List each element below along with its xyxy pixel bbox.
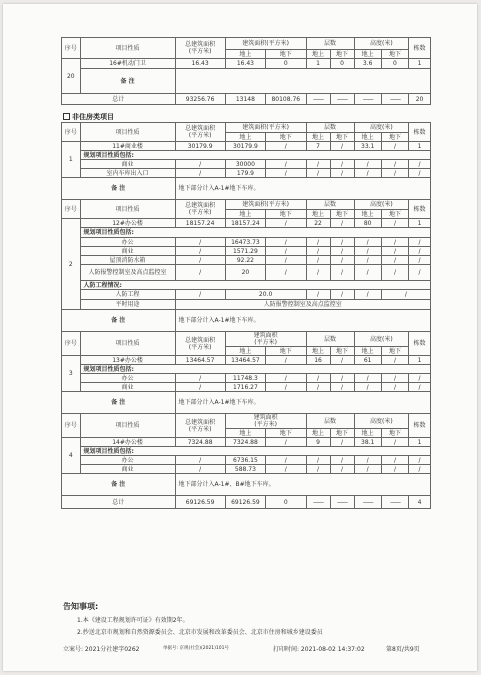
nature-label: 规划项目性质包括: [80,447,430,456]
cell: 18157.24 [175,219,225,228]
cell: 33.1 [354,142,381,151]
cell: / [330,465,354,474]
col-header-seq: 序号 [62,38,81,59]
col-header-floors: 层数 [306,332,354,347]
col-header-floors: 层数 [306,200,354,210]
cell: / [354,265,381,281]
col-header-area: 建筑面积 (平方米) [225,332,306,347]
cell: 80108.76 [266,94,306,105]
cell: / [381,356,408,365]
total-label: 总计 [62,496,176,509]
cell: / [354,256,381,265]
col-header-below: 地下 [266,347,306,356]
col-header-below: 地下 [381,347,408,356]
col-header-height: 高度(米) [354,38,409,50]
cell: / [175,383,225,392]
table-row [62,290,431,300]
row-seq: 1 [62,142,81,178]
table-row [62,169,431,178]
cell: / [330,456,354,465]
remark-label: 备 注 [62,178,176,200]
col-header-below: 地下 [381,50,408,59]
cell: / [175,247,225,256]
table-row [62,59,431,69]
remark-label: 备 注 [62,474,176,496]
peacetime-use-value: 人防报警控制室及高点监控室 [175,300,430,310]
cell: 商业 [80,247,175,256]
cell: 屋顶消防水箱 [80,256,175,265]
cell: 1 [409,59,431,69]
footer-doc-number: 单据号: 京规(社会)(2021)101号 [163,646,230,651]
col-header-area: 建筑面积(平方米) [225,38,306,50]
cell: 61 [354,356,381,365]
table-row [62,383,431,392]
col-header-below: 地下 [330,133,354,142]
cell: / [175,169,225,178]
col-header-count: 栋数 [409,200,431,219]
cell: 办公 [80,238,175,247]
cell: 7324.88 [175,438,225,447]
cell: 1 [306,59,330,69]
cell: / [409,247,431,256]
cell: 0 [266,496,306,509]
col-header-above: 地上 [354,347,381,356]
col-header-height: 高度(米) [354,123,409,133]
remark-row [62,69,431,94]
cell: 12#办公楼 [80,219,175,228]
row-seq: 3 [62,356,81,392]
table-row [62,238,431,247]
cell: 80 [354,219,381,228]
cell: 0 [266,59,306,69]
cell: / [175,456,225,465]
remark-label: 备 注 [80,69,175,94]
cell: / [381,160,408,169]
col-header-seq: 序号 [62,414,81,438]
remark-value: 地下部分计入A-1#地下车库。 [175,310,430,332]
cell: / [266,142,306,151]
cell: / [354,169,381,178]
col-header-above: 地上 [225,347,265,356]
cell: / [175,160,225,169]
table-row [62,465,431,474]
cell: / [266,456,306,465]
cell: / [381,438,408,447]
cell: / [175,374,225,383]
cell: —— [354,94,381,105]
cell: / [381,238,408,247]
cell: / [175,265,225,281]
cell: / [306,247,330,256]
notice-title: 告知事项: [63,602,99,611]
col-header-height: 高度(米) [354,414,409,429]
col-header-above: 地上 [306,347,330,356]
table-row [62,265,431,281]
nature-label: 规划项目性质包括: [80,365,430,374]
col-header-nature: 项目性质 [80,414,175,438]
cell: / [306,160,330,169]
cell: 16473.73 [225,238,265,247]
cell: / [266,265,306,281]
cell: / [330,265,354,281]
row-seq: 2 [62,219,81,310]
cell: / [381,374,408,383]
col-header-below: 地下 [266,429,306,438]
cell: 商业 [80,383,175,392]
cell: / [381,465,408,474]
col-header-below: 地下 [266,133,306,142]
col-header-count: 栋数 [409,414,431,438]
document-page [3,4,477,671]
cell: / [409,383,431,392]
remark-value: 地下部分计入A-1#、B#地下车库。 [175,474,430,496]
cell: / [175,465,225,474]
col-header-total: 总建筑面积 (平方米) [175,38,225,59]
cell: —— [354,496,381,509]
col-header-area: 建筑面积(平方米) [225,200,306,210]
col-header-nature: 项目性质 [80,123,175,142]
cell: / [266,160,306,169]
cell: / [409,238,431,247]
cell: / [266,465,306,474]
cell: 16#机动门卫 [80,59,175,69]
cell: 20 [409,94,431,105]
col-header-above: 地上 [354,429,381,438]
cell: 1 [409,142,431,151]
cell: / [306,456,330,465]
remark-row [62,310,431,332]
col-header-floors: 层数 [306,414,354,429]
cell: / [409,374,431,383]
cell: —— [330,496,354,509]
cell: 69126.59 [225,496,265,509]
cell: 16.43 [225,59,265,69]
col-header-above: 地上 [225,50,265,59]
cell: 3.6 [354,59,381,69]
cell: / [266,374,306,383]
col-header-below: 地下 [266,210,306,219]
col-header-above: 地上 [306,133,330,142]
cell: 92.22 [225,256,265,265]
cell: / [330,374,354,383]
table-non-residential [61,122,431,509]
checkbox-square-icon [63,113,70,120]
col-header-total: 总建筑面积 (平方米) [175,332,225,356]
cell: / [381,290,430,300]
table-row [62,356,431,365]
cell: / [266,238,306,247]
col-header-below: 地下 [330,50,354,59]
col-header-total: 总建筑面积 (平方米) [175,414,225,438]
table-row [62,300,431,310]
cell: / [409,465,431,474]
cell: 商业 [80,160,175,169]
col-header-total: 总建筑面积 (平方米) [175,123,225,142]
col-header-below: 地下 [266,50,306,59]
cell: 14#办公楼 [80,438,175,447]
cell: 7 [306,142,330,151]
cell: / [266,383,306,392]
row-seq: 4 [62,438,81,474]
cell: / [354,374,381,383]
col-header-total: 总建筑面积 (平方米) [175,200,225,219]
cell: / [306,238,330,247]
total-row [62,94,431,105]
col-header-above: 地上 [354,133,381,142]
col-header-area: 建筑面积(平方米) [225,123,306,133]
col-header-above: 地上 [354,50,381,59]
remark-label: 备 注 [62,310,176,332]
table-row [62,456,431,465]
table-row [62,374,431,383]
col-header-count: 栋数 [409,332,431,356]
cell: / [409,456,431,465]
cell: / [409,169,431,178]
cell: / [330,290,354,300]
cell: 588.73 [225,465,265,474]
col-header-seq: 序号 [62,123,81,142]
table-row [62,160,431,169]
cell: / [266,219,306,228]
cell: 办公 [80,374,175,383]
col-header-floors: 层数 [306,123,354,133]
col-header-area: 建筑面积 (平方米) [225,414,306,429]
cell: 0 [330,59,354,69]
cell: / [354,465,381,474]
total-row [62,496,431,509]
cell: / [409,256,431,265]
cell: 16.43 [175,59,225,69]
cell: / [381,142,408,151]
cell: 16 [306,356,330,365]
cell: / [306,465,330,474]
cell: / [175,256,225,265]
nature-label: 规划项目性质包括: [80,228,430,238]
col-header-above: 地上 [306,50,330,59]
cell: / [330,169,354,178]
cell: / [266,247,306,256]
footer-permit-number: 立案号: 2021分社建字0262 [63,646,140,653]
cell: 20 [225,265,265,281]
footer-print-time: 打印时间: 2021-08-02 14:37:02 [273,646,365,653]
cell: / [330,247,354,256]
cell: / [330,438,354,447]
col-header-count: 栋数 [409,38,431,59]
cell: / [381,169,408,178]
cell: 0 [381,59,408,69]
cell: 7324.88 [225,438,265,447]
col-header-height: 高度(米) [354,200,409,210]
cell: / [266,169,306,178]
col-header-above: 地上 [225,133,265,142]
nature-label: 规划项目性质包括: [80,151,430,160]
cell: 179.9 [225,169,265,178]
remark-value: 地下部分计入A-1#地下车库。 [175,392,430,414]
cell: / [175,290,225,300]
col-header-floors: 层数 [306,38,354,50]
cell: / [266,438,306,447]
remark-label: 备 注 [62,392,176,414]
col-header-below: 地下 [381,210,408,219]
cell: —— [381,94,408,105]
cell: / [330,142,354,151]
cell: 30179.9 [225,142,265,151]
cell: 6736.15 [225,456,265,465]
cell: 13464.57 [175,356,225,365]
remark-value: 地下部分计入A-1#地下车库。 [175,178,430,200]
cell: 69126.59 [175,496,225,509]
cell: / [266,256,306,265]
cell: / [354,456,381,465]
cell: 11#商业楼 [80,142,175,151]
cell: / [306,256,330,265]
cell: / [409,160,431,169]
cell: —— [306,94,330,105]
cell: 13464.57 [225,356,265,365]
remark-value [175,69,430,94]
cell: 室内车库出入口 [80,169,175,178]
row-seq: 20 [62,59,81,94]
col-header-above: 地上 [306,429,330,438]
col-header-seq: 序号 [62,200,81,219]
col-header-height: 高度(米) [354,332,409,347]
cell: 商业 [80,465,175,474]
cell: / [330,160,354,169]
remark-row [62,392,431,414]
cell: / [354,160,381,169]
cell: / [330,356,354,365]
cell: 人防报警控制室及高点监控室 [80,265,175,281]
cell: / [409,265,431,281]
cell: / [330,219,354,228]
col-header-above: 地上 [225,210,265,219]
cell: 30000 [225,160,265,169]
footer-page-number: 第8页/共9页 [386,646,420,653]
cell: 13#办公楼 [80,356,175,365]
col-header-nature: 项目性质 [80,38,175,59]
notice-line: 1.本《建设工程规划许可证》有效期2年。 [77,617,189,624]
col-header-above: 地上 [225,429,265,438]
peacetime-use-label: 平时用途 [80,300,175,310]
remark-row [62,474,431,496]
col-header-count: 栋数 [409,123,431,142]
cell: —— [381,496,408,509]
cell: 13148 [225,94,265,105]
col-header-nature: 项目性质 [80,332,175,356]
col-header-below: 地下 [330,429,354,438]
cell: 1716.27 [225,383,265,392]
cell: / [381,456,408,465]
cell: / [354,238,381,247]
table-row [62,219,431,228]
cell: 30179.9 [175,142,225,151]
cell: 11748.3 [225,374,265,383]
total-label: 总计 [62,94,176,105]
table-row [62,438,431,447]
cell: / [306,374,330,383]
cell: 22 [306,219,330,228]
cell: 9 [306,438,330,447]
col-header-above: 地上 [306,210,330,219]
cell: 1571.29 [225,247,265,256]
cell: 1 [409,219,431,228]
cell: 93256.76 [175,94,225,105]
cell: / [330,256,354,265]
table-residential-continuation [61,37,431,105]
cell: / [354,247,381,256]
cell: / [306,169,330,178]
col-header-below: 地下 [330,210,354,219]
cell: / [381,265,408,281]
cell: 人防工程 [80,290,175,300]
col-header-below: 地下 [381,429,408,438]
cell: / [330,238,354,247]
cell: / [306,265,330,281]
cell: / [381,256,408,265]
cell: —— [306,496,330,509]
cell: 4 [409,496,431,509]
cell: / [381,383,408,392]
col-header-below: 地下 [381,133,408,142]
cell: / [354,290,381,300]
col-header-seq: 序号 [62,332,81,356]
section-title: 非住房类项目 [63,112,114,122]
notice-line: 2.抄送北京市规划和自然资源委员会、北京市发展和改革委员会、北京市住房和城乡建设委员 [77,629,323,636]
civil-defense-label: 人防工程情况: [80,281,430,290]
table-row [62,247,431,256]
cell: / [266,356,306,365]
col-header-nature: 项目性质 [80,200,175,219]
cell: / [381,219,408,228]
col-header-below: 地下 [330,347,354,356]
cell: / [330,383,354,392]
cell: / [381,247,408,256]
table-row [62,142,431,151]
cell: 1 [409,438,431,447]
table-row [62,256,431,265]
cell: / [175,238,225,247]
cell: 1 [409,356,431,365]
cell: / [354,383,381,392]
cell: —— [330,94,354,105]
cell: / [306,290,330,300]
cell: 20.0 [225,290,306,300]
remark-row [62,178,431,200]
cell: 办公 [80,456,175,465]
cell: 38.1 [354,438,381,447]
col-header-above: 地上 [354,210,381,219]
cell: / [306,383,330,392]
cell: 18157.24 [225,219,265,228]
